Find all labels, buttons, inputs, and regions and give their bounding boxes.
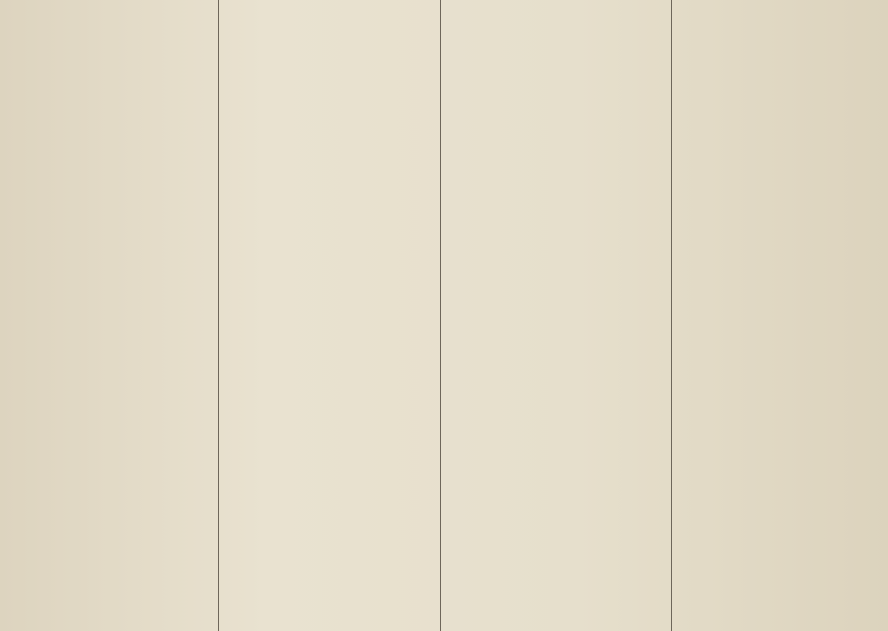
column-divider-3 xyxy=(671,0,672,631)
column-divider-1 xyxy=(218,0,219,631)
column-divider-2 xyxy=(440,0,441,631)
